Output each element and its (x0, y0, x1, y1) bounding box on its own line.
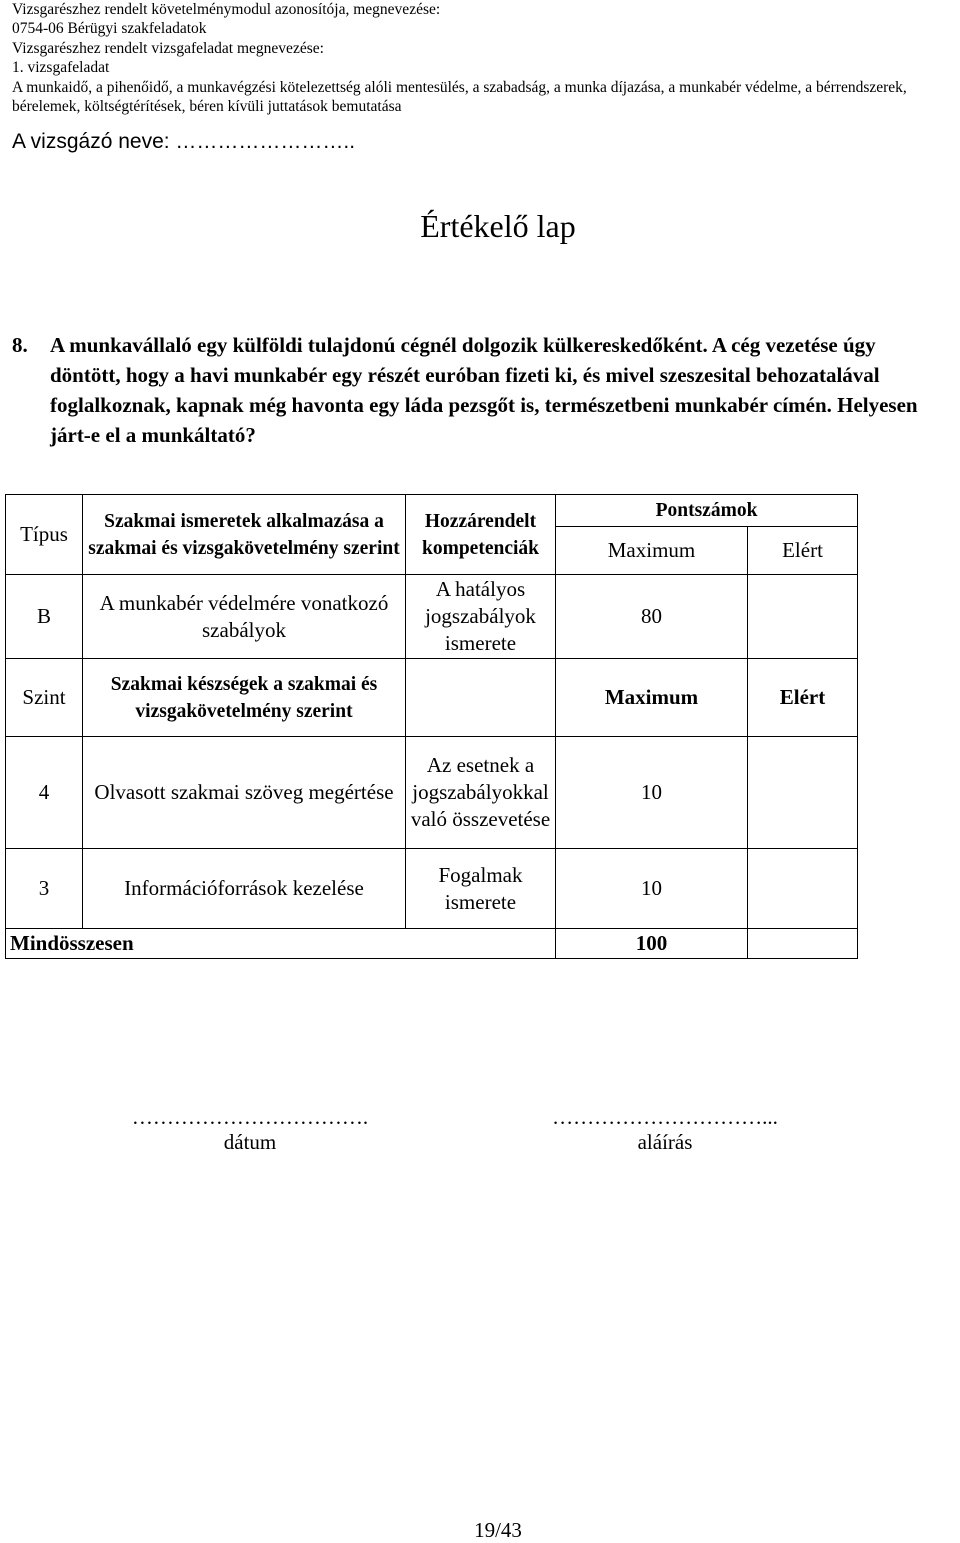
total-label: Mindösszesen (6, 929, 556, 959)
competency-header-blank (406, 659, 556, 737)
maximum-header: Maximum (556, 527, 748, 575)
skill-1: Olvasott szakmai szöveg megértése (83, 737, 406, 849)
evaluation-table (5, 494, 858, 959)
achieved-score-3 (748, 849, 858, 929)
skills-header: Szakmai készségek a szakmai és vizsgakövetelmény szerint (83, 659, 406, 737)
total-max-score: 100 (556, 929, 748, 959)
header-task-number: 1. vizsgafeladat (12, 59, 110, 77)
competencies-header: Hozzárendelt kompetenciák (406, 495, 556, 575)
professional-knowledge-header: Szakmai ismeretek alkalmazása a szakmai és vizsgakövetelmény szerint (83, 495, 406, 575)
maximum-header-2: Maximum (556, 659, 748, 737)
achieved-score-2 (748, 737, 858, 849)
level-value-2: 3 (6, 849, 83, 929)
document-header (12, 0, 952, 116)
skill-2: Információforrások kezelése (83, 849, 406, 929)
max-score-3: 10 (556, 849, 748, 929)
competency-3: Fogalmak ismerete (406, 849, 556, 929)
header-module-label: Vizsgarészhez rendelt követelménymodul azonosítója, megnevezése: (12, 1, 441, 18)
level-value-1: 4 (6, 737, 83, 849)
achieved-header-2: Elért (748, 659, 858, 737)
header-task-description: A munkaidő, a pihenőidő, a munkavégzési kötelezettség alóli mentesülés, a szabadság, a munka díjazása, a munkabér védelme, a bérrendszerek, bérelemek, költségtérítések, béren kívüli juttatások bemutatása (12, 78, 907, 116)
competency-2: Az esetnek a jogszabályokkal való összevetése (406, 737, 556, 849)
header-task-label: Vizsgarészhez rendelt vizsgafeladat megnevezése: (12, 39, 324, 57)
date-dots: ……………………………. (131, 1105, 369, 1129)
page-number: 19/43 (474, 1518, 522, 1542)
question-number: 8. (12, 333, 28, 357)
question-block (12, 330, 940, 450)
total-achieved-score (748, 929, 858, 959)
header-module-name: 0754-06 Bérügyi szakfeladatok (12, 20, 207, 38)
max-score-1: 80 (556, 575, 748, 659)
professional-knowledge-value: A munkabér védelmére vonatkozó szabályok (83, 575, 406, 659)
signature-label: aláírás (637, 1130, 693, 1154)
candidate-name-line: A vizsgázó neve: …………………….. (12, 130, 356, 153)
type-value: B (6, 575, 83, 659)
page-title: Értékelő lap (420, 208, 576, 244)
achieved-header: Elért (748, 527, 858, 575)
question-text: A munkavállaló egy külföldi tulajdonú cégnél dolgozik külkereskedőként. A cég vezetése úgy döntött, hogy a havi munkabér egy részét euróban fizeti ki, és mivel szeszesital behozatalával foglalkoznak, kapnak még havonta egy láda pezsgőt is, természetbeni munkabér címén. Helyesen járt-e el a munkáltató? (50, 333, 918, 447)
signature-dots: …………………………... (552, 1105, 778, 1129)
max-score-2: 10 (556, 737, 748, 849)
competency-1: A hatályos jogszabályok ismerete (406, 575, 556, 659)
type-header: Típus (6, 495, 83, 575)
achieved-score-1 (748, 575, 858, 659)
date-block (110, 1105, 390, 1155)
date-label: dátum (223, 1130, 277, 1154)
signature-block (520, 1105, 810, 1155)
level-header: Szint (6, 659, 83, 737)
scores-header: Pontszámok (556, 495, 858, 527)
